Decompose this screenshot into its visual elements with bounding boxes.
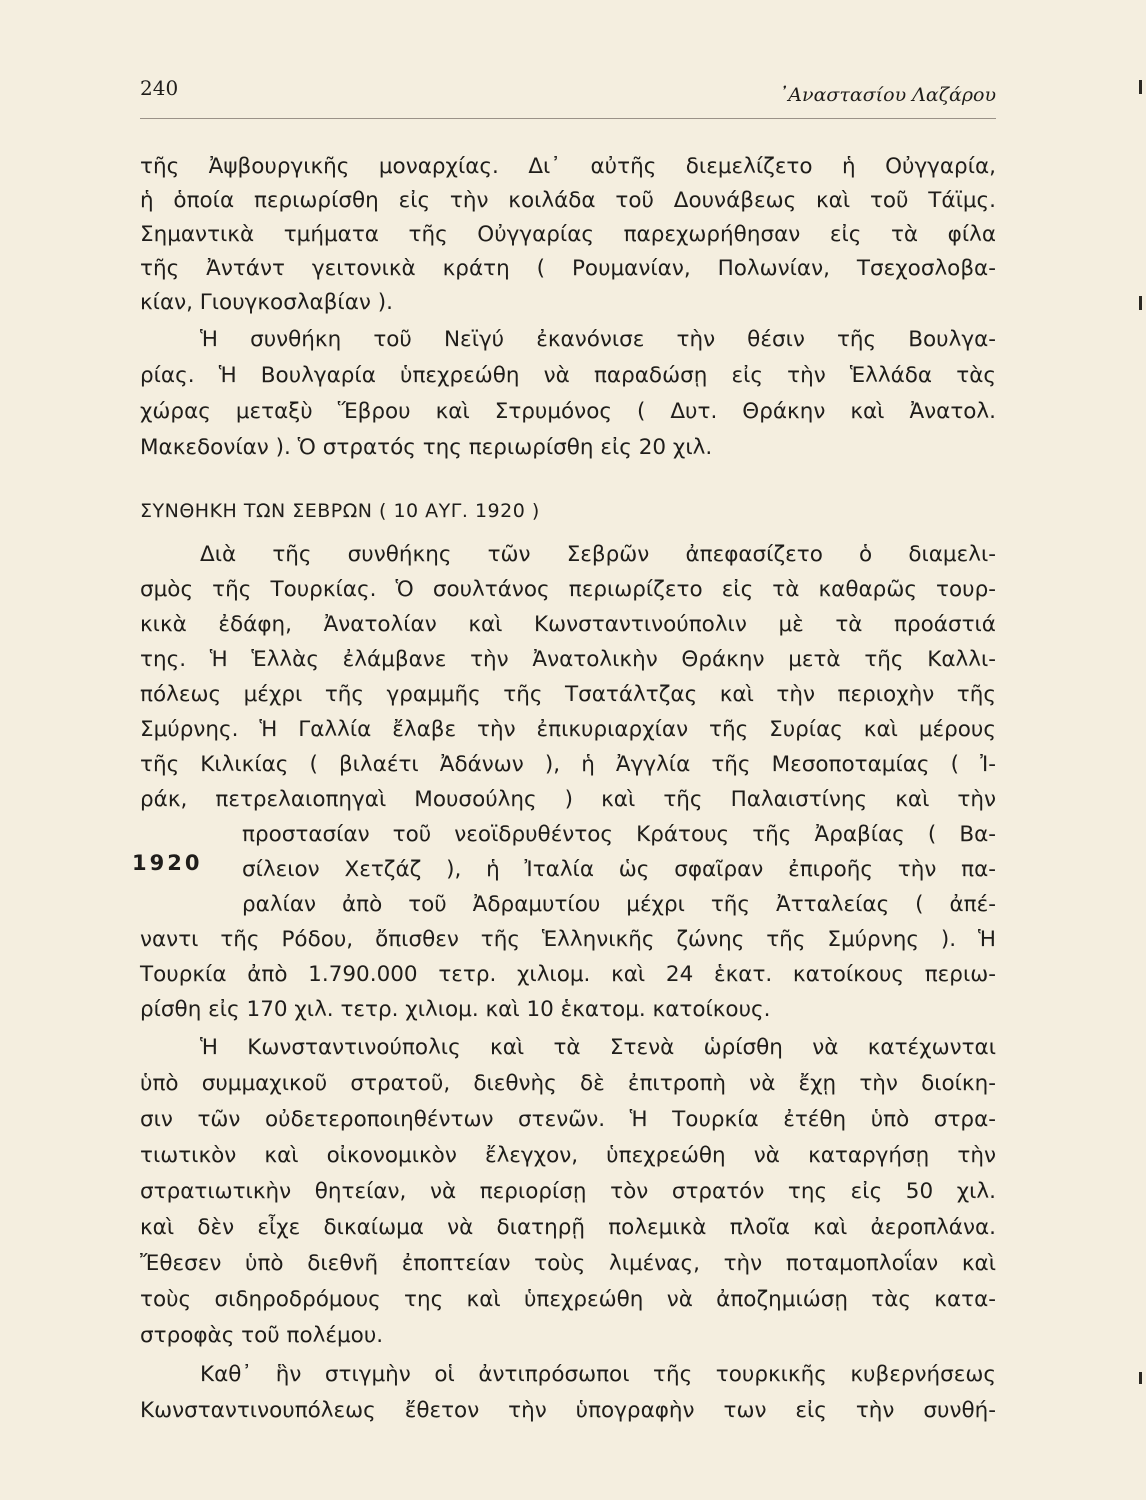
text-line: ὑπὸ συμμαχικοῦ στρατοῦ, διεθνὴς δὲ ἐπιτροπὴ νὰ ἔχῃ τὴν διοίκη- [140, 1071, 996, 1096]
text-line: Τουρκία ἀπὸ 1.790.000 τετρ. χιλιομ. καὶ 24 ἑκατ. κατοίκους περιω- [140, 962, 996, 987]
text-line: Κωνσταντινουπόλεως ἔθετον τὴν ὑπογραφὴν των εἰς τὴν συνθή- [140, 1398, 996, 1423]
header-rule [140, 118, 996, 119]
text-line: Σημαντικὰ τμήματα τῆς Οὐγγαρίας παρεχωρήθησαν εἰς τὰ φίλα [140, 222, 996, 247]
text-line: τιωτικὸν καὶ οἰκονομικὸν ἔλεγχον, ὑπεχρεώθη νὰ καταργήσῃ τὴν [140, 1143, 996, 1168]
running-title: ᾿Αναστασίου Λαζάρου [778, 84, 996, 106]
margin-year: 1920 [132, 851, 203, 875]
text-line: τῆς Κιλικίας ( βιλαέτι Ἀδάνων ), ἡ Ἀγγλία τῆς Μεσοποταμίας ( Ἰ- [140, 752, 996, 777]
scan-edge-mark [1139, 296, 1142, 310]
text-line: πόλεως μέχρι τῆς γραμμῆς τῆς Τσατάλτζας καὶ τὴν περιοχὴν τῆς [140, 682, 996, 707]
text-line: ραλίαν ἀπὸ τοῦ Ἀδραμυτίου μέχρι τῆς Ἀτταλείας ( ἀπέ- [242, 892, 996, 917]
text-line: Καθ᾿ ἣν στιγμὴν οἱ ἀντιπρόσωποι τῆς τουρκικῆς κυβερνήσεως [200, 1362, 996, 1387]
scan-edge-mark [1139, 1372, 1142, 1384]
text-line: ἡ ὁποία περιωρίσθη εἰς τὴν κοιλάδα τοῦ Δουνάβεως καὶ τοῦ Τάϊμς. [140, 188, 996, 213]
text-line: Ἡ συνθήκη τοῦ Νεϊγύ ἐκανόνισε τὴν θέσιν τῆς Βουλγα- [200, 327, 996, 352]
text-line: Ἔθεσεν ὑπὸ διεθνῆ ἐποπτείαν τοὺς λιμένας, τὴν ποταμοπλοΐαν καὶ [140, 1251, 996, 1276]
text-line: τοὺς σιδηροδρόμους της καὶ ὑπεχρεώθη νὰ ἀποζημιώσῃ τὰς κατα- [140, 1287, 996, 1312]
text-line: τῆς Ἀψβουργικῆς μοναρχίας. Δι᾿ αὐτῆς διεμελίζετο ἡ Οὐγγαρία, [140, 154, 996, 179]
text-line: σμὸς τῆς Τουρκίας. Ὁ σουλτάνος περιωρίζετο εἰς τὰ καθαρῶς τουρ- [140, 577, 996, 602]
text-line: ρίας. Ἡ Βουλγαρία ὑπεχρεώθη νὰ παραδώσῃ εἰς τὴν Ἑλλάδα τὰς [140, 363, 996, 388]
section-heading: ΣΥΝΘΗΚΗ ΤΩΝ ΣΕΒΡΩΝ ( 10 ΑΥΓ. 1920 ) [140, 500, 540, 522]
text-line: Σμύρνης. Ἡ Γαλλία ἔλαβε τὴν ἐπικυριαρχίαν τῆς Συρίας καὶ μέρους [140, 717, 996, 742]
text-line: ρίσθη εἰς 170 χιλ. τετρ. χιλιομ. καὶ 10 ἑκατομ. κατοίκους. [140, 997, 771, 1022]
scan-edge-mark [1139, 80, 1142, 94]
text-line: κίαν, Γιουγκοσλαβίαν ). [140, 290, 393, 315]
text-line: στρατιωτικὴν θητείαν, νὰ περιορίσῃ τὸν στρατόν της εἰς 50 χιλ. [140, 1179, 996, 1204]
text-line: ράκ, πετρελαιοπηγαὶ Μουσούλης ) καὶ τῆς Παλαιστίνης καὶ τὴν [140, 787, 996, 812]
text-line: στροφὰς τοῦ πολέμου. [140, 1323, 384, 1348]
text-line: τῆς Ἀντάντ γειτονικὰ κράτη ( Ρουμανίαν, Πολωνίαν, Τσεχοσλοβα- [140, 256, 996, 281]
text-line: σιν τῶν οὐδετεροποιηθέντων στενῶν. Ἡ Τουρκία ἐτέθη ὑπὸ στρα- [140, 1107, 996, 1132]
text-line: ναντι τῆς Ρόδου, ὄπισθεν τῆς Ἑλληνικῆς ζώνης τῆς Σμύρνης ). Ἡ [140, 927, 996, 952]
text-line: καὶ δὲν εἶχε δικαίωμα νὰ διατηρῇ πολεμικὰ πλοῖα καὶ ἀεροπλάνα. [140, 1215, 996, 1240]
text-line: προστασίαν τοῦ νεοϊδρυθέντος Κράτους τῆς Ἀραβίας ( Βα- [242, 822, 996, 847]
text-line: κικὰ ἐδάφη, Ἀνατολίαν καὶ Κωνσταντινούπολιν μὲ τὰ προάστιά [140, 612, 996, 637]
page-number: 240 [140, 76, 179, 100]
text-line: της. Ἡ Ἑλλὰς ἐλάμβανε τὴν Ἀνατολικὴν Θράκην μετὰ τῆς Καλλι- [140, 647, 996, 672]
text-line: Ἡ Κωνσταντινούπολις καὶ τὰ Στενὰ ὡρίσθη νὰ κατέχωνται [200, 1035, 996, 1060]
page-header [140, 72, 996, 108]
text-line: Διὰ τῆς συνθήκης τῶν Σεβρῶν ἀπεφασίζετο ὁ διαμελι- [200, 542, 996, 567]
text-line: Μακεδονίαν ). Ὁ στρατός της περιωρίσθη εἰς 20 χιλ. [140, 435, 713, 460]
text-line: σίλειον Χετζάζ ), ἡ Ἰταλία ὡς σφαῖραν ἐπιροῆς τὴν πα- [242, 857, 996, 882]
text-line: χώρας μεταξὺ Ἕβρου καὶ Στρυμόνος ( Δυτ. Θράκην καὶ Ἀνατολ. [140, 399, 996, 424]
